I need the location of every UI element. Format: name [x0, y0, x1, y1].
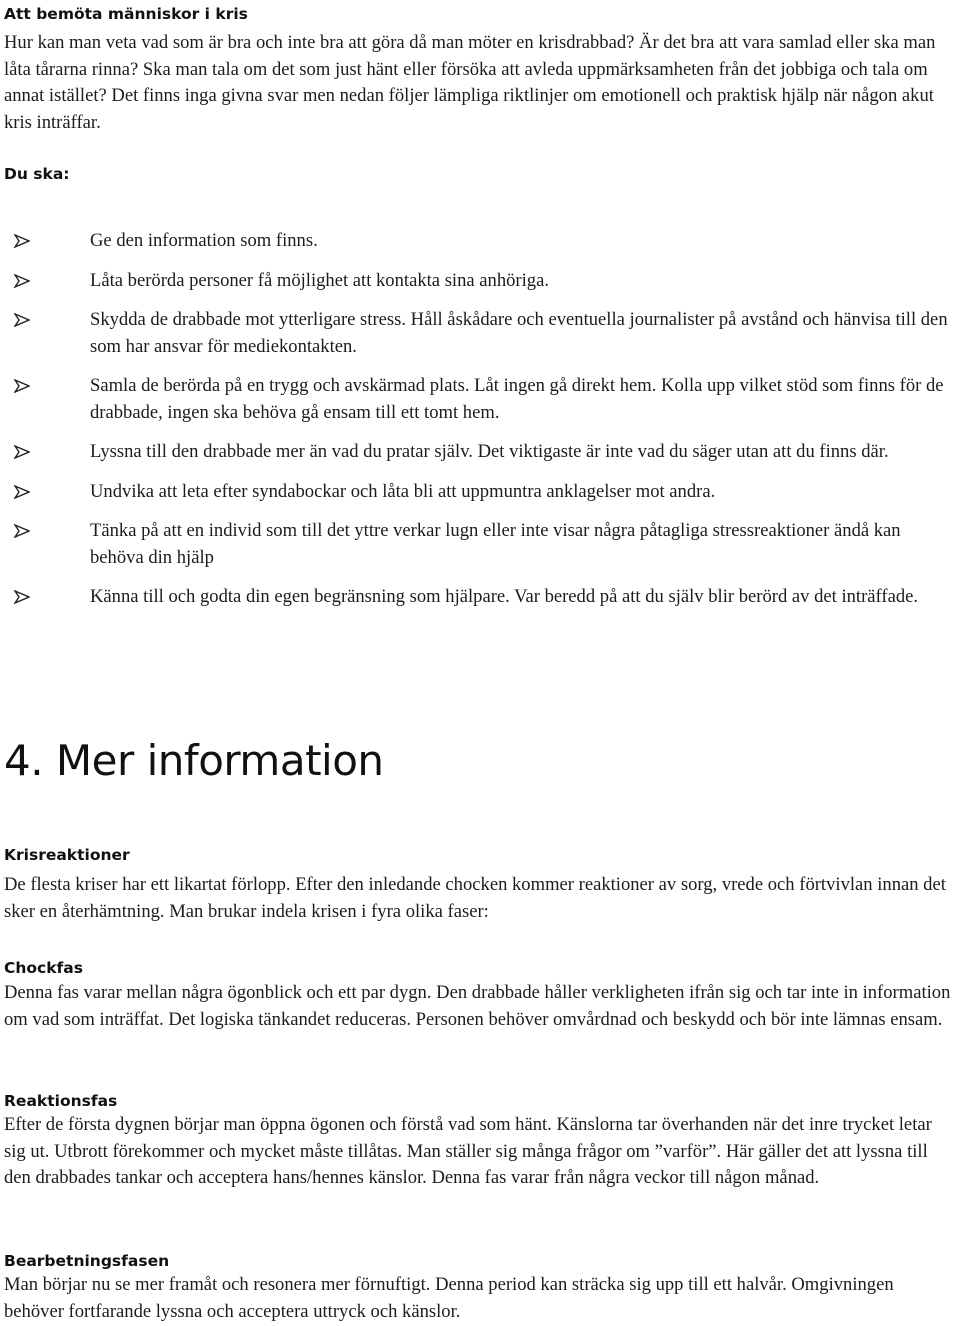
list-item	[14, 584, 954, 611]
reaktionsfas-paragraph: Efter de första dygnen börjar man öppna ögonen och förstå vad som hänt. Känslorna tar överhanden när det inre trycket letar sig ut. Utbrott förekommer och mycket måste tillåtas. Man ställer sig många frågor om ”varför”. Här gäller det att lyssna till den drabbades tankar och acceptera hans/hennes känslor. Denna fas varar från några veckor till någon månad.	[4, 1114, 932, 1188]
list-item-text: Känna till och godta din egen begränsning som hjälpare. Var beredd på att du själv blir berörd av det inträffade.	[90, 586, 919, 607]
list-item-text: Lyssna till den drabbade mer än vad du pratar själv. Det viktigaste är inte vad du säger utan att du finns där.	[90, 441, 889, 462]
arrow-bullet-icon	[14, 379, 30, 393]
list-item-text: Samla de berörda på en trygg och avskärmad plats. Låt ingen gå direkt hem. Kolla upp vilket stöd som finns för de drabbade, ingen ska behöva gå ensam till ett tomt hem.	[90, 375, 944, 423]
list-item	[14, 479, 954, 506]
du-ska-heading: Du ska:	[4, 165, 70, 183]
arrow-bullet-icon	[14, 590, 30, 604]
section-title-mer-information: 4. Mer information	[4, 736, 384, 785]
list-item	[14, 268, 954, 295]
list-item	[14, 228, 954, 255]
intro-paragraph: Hur kan man veta vad som är bra och inte bra att göra då man möter en krisdrabbad? Är det bra att vara samlad eller ska man låta tårarna rinna? Ska man tala om det som just hänt eller försöka att avleda uppmärksamheten från det jobbiga och tala om annat istället? Det finns inga givna svar men nedan följer lämpliga riktlinjer om emotionell och praktisk hjälp när någon akut kris inträffar.	[4, 32, 936, 133]
bearbetningsfasen-heading: Bearbetningsfasen	[4, 1252, 170, 1270]
arrow-bullet-icon	[14, 313, 30, 327]
arrow-bullet-icon	[14, 274, 30, 288]
guideline-list	[14, 228, 954, 611]
chockfas-paragraph: Denna fas varar mellan några ögonblick och ett par dygn. Den drabbade håller verkligheten ifrån sig och tar inte in information om vad som inträffat. Det logiska tänkandet reduceras. Personen behöver omvårdnad och beskydd och bör inte lämnas ensam.	[4, 982, 951, 1030]
list-item	[14, 373, 954, 426]
list-item-text: Tänka på att en individ som till det yttre verkar lugn eller inte visar några påtagliga stressreaktioner ändå kan behöva din hjälp	[90, 520, 901, 568]
arrow-bullet-icon	[14, 524, 30, 538]
reaktionsfas-heading: Reaktionsfas	[4, 1092, 118, 1110]
list-item	[14, 307, 954, 360]
bearbetningsfasen-paragraph: Man börjar nu se mer framåt och resonera mer förnuftigt. Denna period kan sträcka sig upp till ett halvår. Omgivningen behöver fortfarande lyssna och acceptera uttryck och känslor.	[4, 1274, 894, 1322]
arrow-bullet-icon	[14, 234, 30, 248]
list-item	[14, 439, 954, 466]
arrow-bullet-icon	[14, 445, 30, 459]
list-item-text: Undvika att leta efter syndabockar och låta bli att uppmuntra anklagelser mot andra.	[90, 480, 716, 502]
chockfas-heading: Chockfas	[4, 959, 83, 977]
section-heading-kris: Att bemöta människor i kris	[4, 5, 248, 23]
krisreaktioner-paragraph: De flesta kriser har ett likartat förlopp. Efter den inledande chocken kommer reaktioner av sorg, vrede och förtvivlan innan det sker en återhämtning. Man brukar indela krisen i fyra olika faser:	[4, 874, 946, 922]
list-item	[14, 518, 954, 571]
krisreaktioner-heading: Krisreaktioner	[4, 846, 130, 864]
list-item-text: Låta berörda personer få möjlighet att kontakta sina anhöriga.	[90, 269, 549, 291]
list-item-text: Ge den information som finns.	[90, 230, 318, 251]
arrow-bullet-icon	[14, 485, 30, 499]
list-item-text: Skydda de drabbade mot ytterligare stress. Håll åskådare och eventuella journalister på avstånd och hänvisa till den som har ansvar för mediekontakten.	[90, 309, 948, 357]
